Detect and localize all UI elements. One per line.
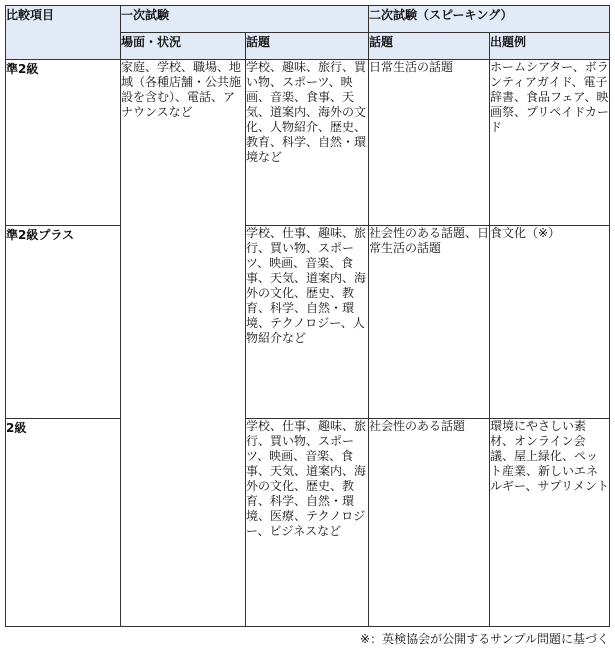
first-topic-cell: 学校、仕事、趣味、旅行、買い物、スポーツ、映画、音楽、食事、天気、道案内、海外の文化、歴史、教育、科学、自然・環境、医療、テクノロジー、ビジネスなど [246,419,369,627]
scene-cell: 家庭、学校、職場、地域（各種店舗・公共施設を含む）、電話、アナウンスなど [121,60,246,627]
table-row [6,226,610,419]
example-cell: 環境にやさしい素材、オンライン会議、屋上緑化、ペット産業、新しいエネルギー、サプリメント [490,419,610,627]
table-row [6,60,610,226]
header-first-stage: 一次試験 [121,6,369,33]
row-label: 準2級 [6,60,121,226]
header-row-1 [6,6,610,33]
header-second-topic: 話題 [369,33,490,60]
header-second-stage: 二次試験（スピーキング） [369,6,610,33]
example-cell: ホームシアター、ボランティアガイド、電子辞書、食品フェア、映画祭、プリペイドカード [490,60,610,226]
second-topic-cell: 日常生活の話題 [369,60,490,226]
comparison-table [5,5,610,627]
second-topic-cell: 社会性のある話題 [369,419,490,627]
example-cell: 食文化（※） [490,226,610,419]
header-example: 出題例 [490,33,610,60]
first-topic-cell: 学校、仕事、趣味、旅行、買い物、スポーツ、映画、音楽、食事、天気、道案内、海外の文化、歴史、教育、科学、自然・環境、テクノロジー、人物紹介など [246,226,369,419]
header-scene: 場面・状況 [121,33,246,60]
header-first-topic: 話題 [246,33,369,60]
second-topic-cell: 社会性のある話題、日常生活の話題 [369,226,490,419]
row-label: 2級 [6,419,121,627]
first-topic-cell: 学校、趣味、旅行、買い物、スポーツ、映画、音楽、食事、天気、道案内、海外の文化、人物紹介、歴史、教育、科学、自然・環境など [246,60,369,226]
row-label: 準2級プラス [6,226,121,419]
source-caption: ※：英検協会が公開するサンプル問題に基づく [360,632,609,646]
header-comparison-item: 比較項目 [6,6,121,60]
table-row [6,419,610,627]
